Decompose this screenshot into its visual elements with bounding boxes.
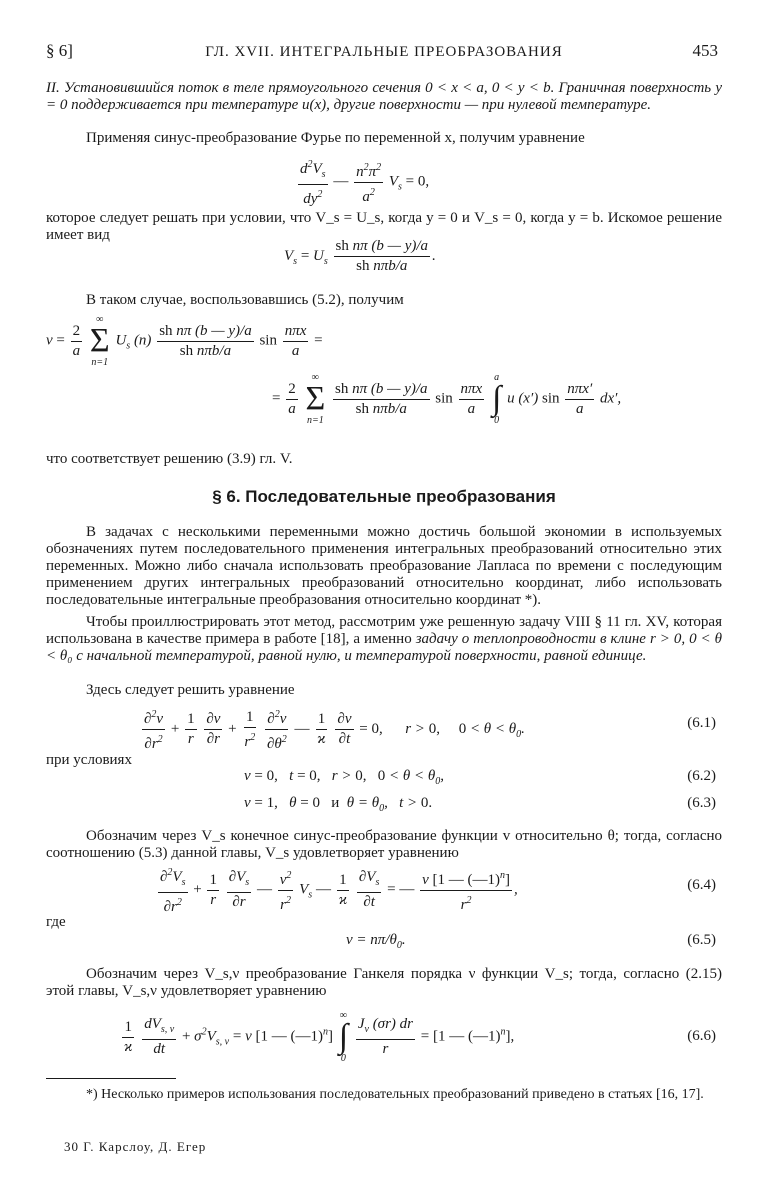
equation-6-2: v = 0, t = 0, r > 0, $0 < \theta < \theta_0$,: [244, 768, 444, 787]
equation-6-5: $\nu = n\pi/\theta_0$.: [346, 932, 406, 951]
paragraph-2-italic: задачу о теплопроводности в клине r > 0, 0 < θ < θ₀ с начальной температурой, равной нулю, и температурой поверхности, равной единице.: [46, 631, 723, 664]
section-paragraph-4: Обозначим через V_s конечное синус-преобразование функции v относительно θ; тогда, согласно соотношению (5.3) данной главы, V_s удовлетворяет уравнению: [46, 828, 722, 861]
section-paragraph-5: Обозначим через V_s,ν преобразование Ганкеля порядка ν функции V_s; тогда, согласно (2.15) этой главы, V_s,ν удовлетворяет уравнению: [46, 966, 722, 999]
example-heading: II. Установившийся поток в теле прямоугольного сечения 0 < x < a, 0 < y < b. Граничная поверхность y = 0 поддерживается при температуре u(x), другие поверхности — при нулевой температуре.: [46, 80, 722, 113]
equation-6-3: v = 1, θ = 0 и $\theta = \theta_0$, t > 0.: [244, 795, 433, 814]
section-paragraph-3: Здесь следует решить уравнение: [86, 682, 295, 698]
header-section-ref: § 6]: [46, 41, 73, 60]
equation-6-6: $\frac{1}{ϰ}$ $\frac{dV_{s, \nu}}{dt}$ + $\sigma^2V_{s, \nu} = \nu$ [1 — (—1)$^n$] ∞ ∫ 0 $\frac{J_\nu (\sigma r) dr}{r}$ = [1 — (—1)$^n$],: [124, 1010, 515, 1064]
equation-ode: $\frac{d^2V_s}{dy^2}$ — $\frac{n^2\pi^2}{a^2}$ $V_s = 0$,: [296, 156, 429, 208]
condition-text: которое следует решать при условии, что V_s = U_s, когда y = 0 и V_s = 0, когда y = b. Искомое решение имеет вид: [46, 210, 722, 243]
printer-signature: 30 Г. Карслоу, Д. Егер: [64, 1139, 207, 1154]
equation-number-6-4: (6.4): [687, 877, 716, 893]
equation-6-1: $\frac{\partial^2v}{\partial r^2}$ + $\frac{1}{r}$ $\frac{\partial v}{\partial r}$ + $\frac{1}{r^2}$ $\frac{\partial^2v}{\partial\theta^2}$ — $\frac{1}{ϰ}$ $\frac{\partial v}{\partial t}$ = 0, r > 0, $0 < \theta < \theta_0$.: [140, 706, 525, 753]
header-page-number: 453: [692, 41, 718, 60]
where-label: где: [46, 914, 66, 930]
intro-text: Применяя синус-преобразование Фурье по переменной x, получим уравнение: [86, 130, 585, 146]
section-paragraph-1: В задачах с несколькими переменными можно достичь большой экономии в используемых обозначениях путем последовательного применения интегральных преобразований относительно этих переменных. Можно либо сначала использовать преобразование Лапласа по времени с последующим применением других интегральных преобразований относительно координат, либо использовать последовательные интегральные преобразования относительно координат *).: [46, 524, 722, 608]
equation-6-4: $\frac{\partial^2V_s}{\partial r^2}$ + $\frac{1}{r}$ $\frac{\partial V_s}{\partial r}$ — $\frac{\nu^2}{r^2}$ $V_s$ — $\frac{1}{ϰ}$ $\frac{\partial V_s}{\partial t}$ = — $\frac{\nu [1 — (—1)^n]}{r^2}$ ,: [156, 864, 518, 916]
using-text: В таком случае, воспользовавшись (5.2), получим: [86, 292, 404, 308]
equation-number-6-2: (6.2): [687, 768, 716, 784]
corresponds-text: что соответствует решению (3.9) гл. V.: [46, 451, 293, 467]
equation-number-6-5: (6.5): [687, 932, 716, 948]
equation-number-6-3: (6.3): [687, 795, 716, 811]
conditions-label: при условиях: [46, 752, 132, 768]
footnote-rule: [46, 1078, 176, 1079]
section-title: § 6. Последовательные преобразования: [212, 487, 556, 506]
equation-series-2: = $\frac{2}{a}$ ∞ Σ n=1 $\frac{\text{sh nπ (b — y)/a}}{\text{sh nπb/a}}$ sin $\frac{\text{nπx}}{a}$ a ∫ 0 u (x′) sin $\frac{\text{nπx′}}{a}$ dx′,: [272, 372, 622, 426]
header-chapter-title: ГЛ. XVII. ИНТЕГРАЛЬНЫЕ ПРЕОБРАЗОВАНИЯ: [205, 44, 563, 60]
equation-number-6-6: (6.6): [687, 1028, 716, 1044]
paragraph-2-text: Чтобы проиллюстрировать этот метод, рассмотрим уже решенную задачу VIII § 11 гл. XV, которая использована в качестве примера в работе [18], а именно: [46, 614, 722, 647]
equation-number-6-1: (6.1): [687, 715, 716, 731]
equation-solution: $V_s = U_s$ $\frac{\text{sh nπ (b — y)/a}}{\text{sh nπb/a}}$ .: [284, 238, 436, 274]
section-paragraph-2: [46, 614, 722, 665]
footnote: *) Несколько примеров использования последовательных преобразований приведено в статьях [16, 17].: [86, 1087, 704, 1102]
equation-series-1: v = $\frac{2}{a}$ ∞ Σ n=1 $U_s$ (n) $\frac{\text{sh nπ (b — y)/a}}{\text{sh nπb/a}}$ sin $\frac{\text{nπx}}{a}$ =: [46, 314, 323, 368]
